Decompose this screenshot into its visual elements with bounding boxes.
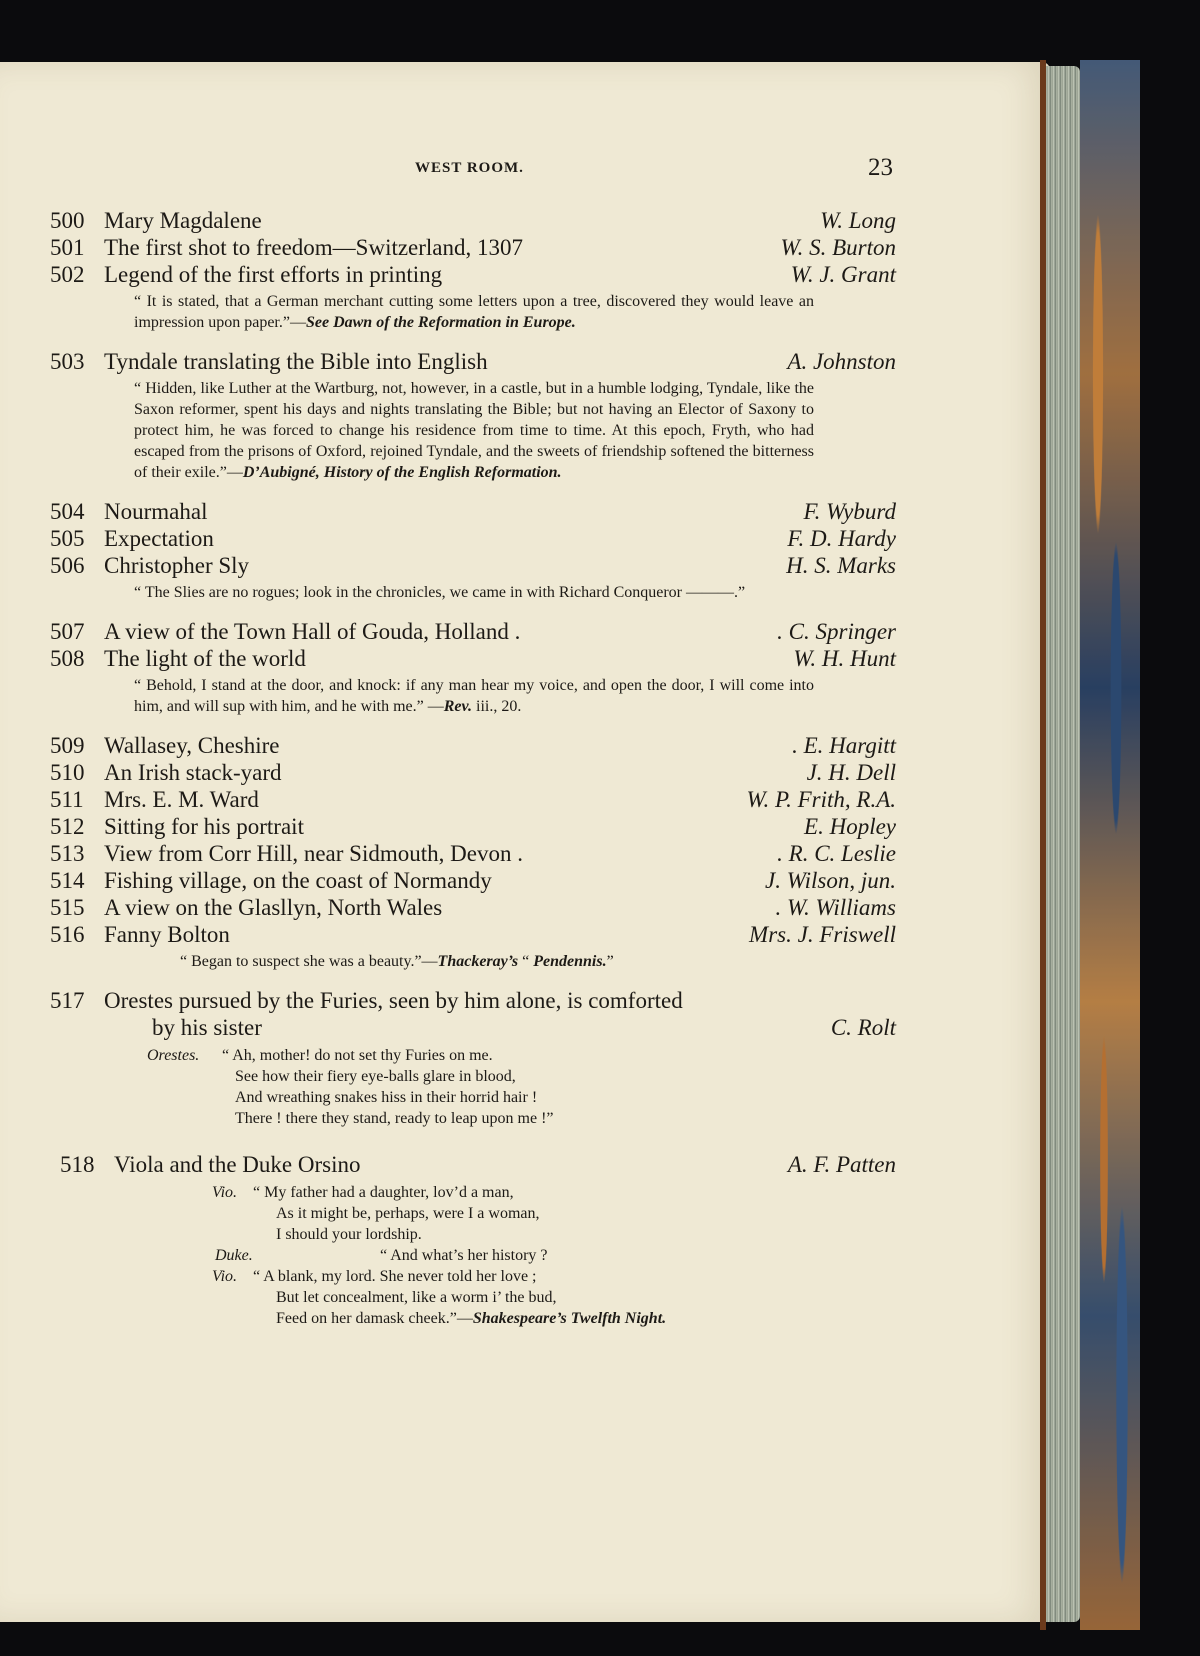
catalogue-entry bbox=[50, 645, 896, 672]
catalogue-entry bbox=[50, 348, 896, 375]
verse-text: “ Ah, mother! do not set thy Furies on me. bbox=[222, 1047, 493, 1064]
entry-title: Legend of the first efforts in printing bbox=[104, 262, 443, 287]
entry-artist: . R. C. Leslie bbox=[777, 841, 896, 866]
catalogue-entry bbox=[50, 207, 896, 234]
verse-line bbox=[50, 1087, 896, 1108]
quote-text: “ The Slies are no rogues; look in the chronicles, we came in with Richard Conqueror ———.” bbox=[134, 584, 746, 601]
quote-text: “ Hidden, like Luther at the Wartburg, not, however, in a castle, but in a humble lodging, Tyndale, like the Saxon reformer, spent his days and nights translating the Bible; but not having an Elector of Saxony to protect him, he was forced to change his residence from time to time. At this epoch, Fryth, who had escaped from the prisons of Oxford, rejoined Tyndale, and the sweets of friendship softened the bitterness of their exile.”— bbox=[134, 380, 814, 481]
catalogue-entry bbox=[50, 813, 896, 840]
entry-number: 508 bbox=[50, 646, 85, 671]
quote-source-title: Pendennis. bbox=[533, 953, 607, 970]
entry-number: 510 bbox=[50, 760, 85, 785]
entry-artist: H. S. Marks bbox=[786, 553, 896, 578]
entry-artist: A. Johnston bbox=[787, 349, 896, 374]
page-header bbox=[0, 154, 900, 190]
quote-text: “ Began to suspect she was a beauty.”— bbox=[180, 953, 438, 970]
catalogue-entry bbox=[50, 894, 896, 921]
catalogue-entry bbox=[50, 840, 896, 867]
quote-tail: “ bbox=[518, 953, 534, 970]
catalogue-entry bbox=[50, 786, 896, 813]
catalogue-entry bbox=[50, 234, 896, 261]
catalogue-entry bbox=[50, 867, 896, 894]
entry-title: Mary Magdalene bbox=[104, 208, 262, 233]
entry-number: 506 bbox=[50, 553, 85, 578]
quote-source: Thackeray’s bbox=[437, 953, 519, 970]
entry-artist: F. D. Hardy bbox=[787, 526, 896, 551]
entry-number: 503 bbox=[50, 349, 85, 374]
verse-attribution: Shakespeare’s Twelfth Night. bbox=[472, 1310, 667, 1327]
entry-title: An Irish stack-yard bbox=[104, 760, 282, 785]
verse-line bbox=[50, 1308, 896, 1329]
entry-title: The first shot to freedom—Switzerland, 1307 bbox=[104, 235, 524, 260]
entry-number: 514 bbox=[50, 868, 85, 893]
catalogue-entry bbox=[50, 1151, 896, 1178]
page-edges bbox=[1042, 66, 1080, 1622]
entry-artist: . C. Springer bbox=[777, 619, 896, 644]
verse-line bbox=[50, 1224, 896, 1245]
entry-quote bbox=[134, 582, 814, 603]
entry-artist: J. Wilson, jun. bbox=[765, 868, 896, 893]
verse-text: As it might be, perhaps, were I a woman, bbox=[276, 1205, 540, 1222]
quote-tail-end: ” bbox=[606, 953, 614, 970]
marbled-endpaper bbox=[1080, 60, 1140, 1630]
verse-line bbox=[50, 1266, 896, 1287]
entry-artist: A. F. Patten bbox=[787, 1152, 896, 1177]
entry-quote bbox=[134, 675, 814, 717]
entry-artist: F. Wyburd bbox=[803, 499, 896, 524]
entry-artist: W. H. Hunt bbox=[793, 646, 896, 671]
verse-speaker: Vio. bbox=[212, 1184, 238, 1201]
entry-title: Viola and the Duke Orsino bbox=[114, 1152, 361, 1177]
entry-artist: W. Long bbox=[820, 208, 896, 233]
entry-artist: C. Rolt bbox=[830, 1015, 896, 1040]
entry-number: 501 bbox=[50, 235, 85, 260]
entry-title: Mrs. E. M. Ward bbox=[104, 787, 259, 812]
verse-line bbox=[50, 1287, 896, 1308]
quote-source: See Dawn of the Reformation in Europe. bbox=[305, 314, 576, 331]
catalogue-entry bbox=[50, 759, 896, 786]
catalogue-entry bbox=[50, 498, 896, 525]
entry-artist: Mrs. J. Friswell bbox=[749, 922, 896, 947]
quote-text: “ It is stated, that a German merchant cutting some letters upon a tree, discovered they would leave an impression upon paper.”— bbox=[134, 293, 814, 331]
verse-text: I should your lordship. bbox=[276, 1226, 422, 1243]
verse-text-body: Feed on her damask cheek.”— bbox=[276, 1310, 473, 1327]
verse-text: See how their fiery eye-balls glare in blood, bbox=[235, 1068, 516, 1085]
verse-block bbox=[50, 1045, 896, 1135]
entry-number: 518 bbox=[60, 1152, 95, 1177]
entry-artist: E. Hopley bbox=[804, 814, 896, 839]
entry-number: 513 bbox=[50, 841, 85, 866]
entry-number: 509 bbox=[50, 733, 85, 758]
entry-number: 512 bbox=[50, 814, 85, 839]
entry-number: 517 bbox=[50, 988, 85, 1013]
entry-number: 502 bbox=[50, 262, 85, 287]
catalogue-entry bbox=[50, 261, 896, 288]
verse-text: “ And what’s her history ? bbox=[380, 1247, 548, 1264]
verse-text: There ! there they stand, ready to leap upon me !” bbox=[235, 1110, 554, 1127]
catalogue-list bbox=[50, 207, 896, 1338]
entry-number: 500 bbox=[50, 208, 85, 233]
entry-title: View from Corr Hill, near Sidmouth, Devon . bbox=[104, 841, 523, 866]
quote-text: “ Behold, I stand at the door, and knock: if any man hear my voice, and open the door, I will come into him, and will sup with him, and he with me.” — bbox=[134, 677, 814, 715]
entry-title: Christopher Sly bbox=[104, 553, 250, 578]
entry-title: Wallasey, Cheshire bbox=[104, 733, 280, 758]
entry-artist: W. S. Burton bbox=[780, 235, 896, 260]
page-number: 23 bbox=[868, 154, 893, 181]
catalogue-entry bbox=[50, 525, 896, 552]
verse-line bbox=[50, 1066, 896, 1087]
catalogue-entry bbox=[50, 987, 896, 1014]
entry-title: Sitting for his portrait bbox=[104, 814, 304, 839]
entry-number: 511 bbox=[50, 787, 84, 812]
entry-artist: W. P. Frith, R.A. bbox=[746, 787, 896, 812]
entry-title: Tyndale translating the Bible into English bbox=[104, 349, 488, 374]
entry-title: Fanny Bolton bbox=[104, 922, 230, 947]
verse-speaker: Orestes. bbox=[147, 1047, 200, 1064]
catalogue-entry bbox=[50, 552, 896, 579]
verse-speaker: Duke. bbox=[215, 1247, 253, 1264]
entry-artist: J. H. Dell bbox=[806, 760, 896, 785]
entry-number: 516 bbox=[50, 922, 85, 947]
catalogue-entry bbox=[50, 732, 896, 759]
entry-title: Orestes pursued by the Furies, seen by him alone, is comforted bbox=[104, 988, 683, 1013]
entry-number: 507 bbox=[50, 619, 85, 644]
cover-edge bbox=[1040, 60, 1046, 1630]
entry-title: Fishing village, on the coast of Normandy bbox=[104, 868, 492, 893]
catalogue-entry-continued bbox=[50, 1014, 896, 1041]
verse-line bbox=[50, 1182, 896, 1203]
verse-line bbox=[50, 1045, 896, 1066]
entry-title: by his sister bbox=[152, 1015, 262, 1040]
verse-text: “ My father had a daughter, lov’d a man, bbox=[253, 1184, 514, 1201]
entry-artist: . W. Williams bbox=[775, 895, 896, 920]
entry-title: Nourmahal bbox=[104, 499, 208, 524]
entry-title: A view on the Glasllyn, North Wales bbox=[104, 895, 443, 920]
entry-title: A view of the Town Hall of Gouda, Holland . bbox=[104, 619, 521, 644]
quote-source: D’Aubigné, History of the English Reformation. bbox=[242, 464, 562, 481]
verse-text: “ A blank, my lord. She never told her love ; bbox=[253, 1268, 537, 1285]
entry-quote bbox=[180, 951, 860, 972]
entry-artist: W. J. Grant bbox=[790, 262, 896, 287]
entry-artist: . E. Hargitt bbox=[792, 733, 896, 758]
running-head: WEST ROOM. bbox=[415, 160, 524, 176]
entry-number: 515 bbox=[50, 895, 85, 920]
verse-text bbox=[276, 1308, 666, 1329]
verse-text: But let concealment, like a worm i’ the bud, bbox=[276, 1289, 557, 1306]
verse-text: And wreathing snakes hiss in their horrid hair ! bbox=[235, 1089, 538, 1106]
verse-line bbox=[50, 1203, 896, 1224]
verse-speaker: Vio. bbox=[212, 1268, 238, 1285]
quote-source: Rev. bbox=[443, 698, 473, 715]
entry-title: The light of the world bbox=[104, 646, 306, 671]
verse-line bbox=[50, 1108, 896, 1129]
verse-block bbox=[50, 1182, 896, 1327]
verse-line bbox=[50, 1245, 896, 1266]
entry-number: 504 bbox=[50, 499, 85, 524]
entry-title: Expectation bbox=[104, 526, 214, 551]
quote-tail: iii., 20. bbox=[472, 698, 522, 715]
entry-quote bbox=[134, 291, 814, 333]
catalogue-entry bbox=[50, 618, 896, 645]
entry-number: 505 bbox=[50, 526, 85, 551]
entry-quote bbox=[134, 378, 814, 483]
catalogue-entry bbox=[50, 921, 896, 948]
